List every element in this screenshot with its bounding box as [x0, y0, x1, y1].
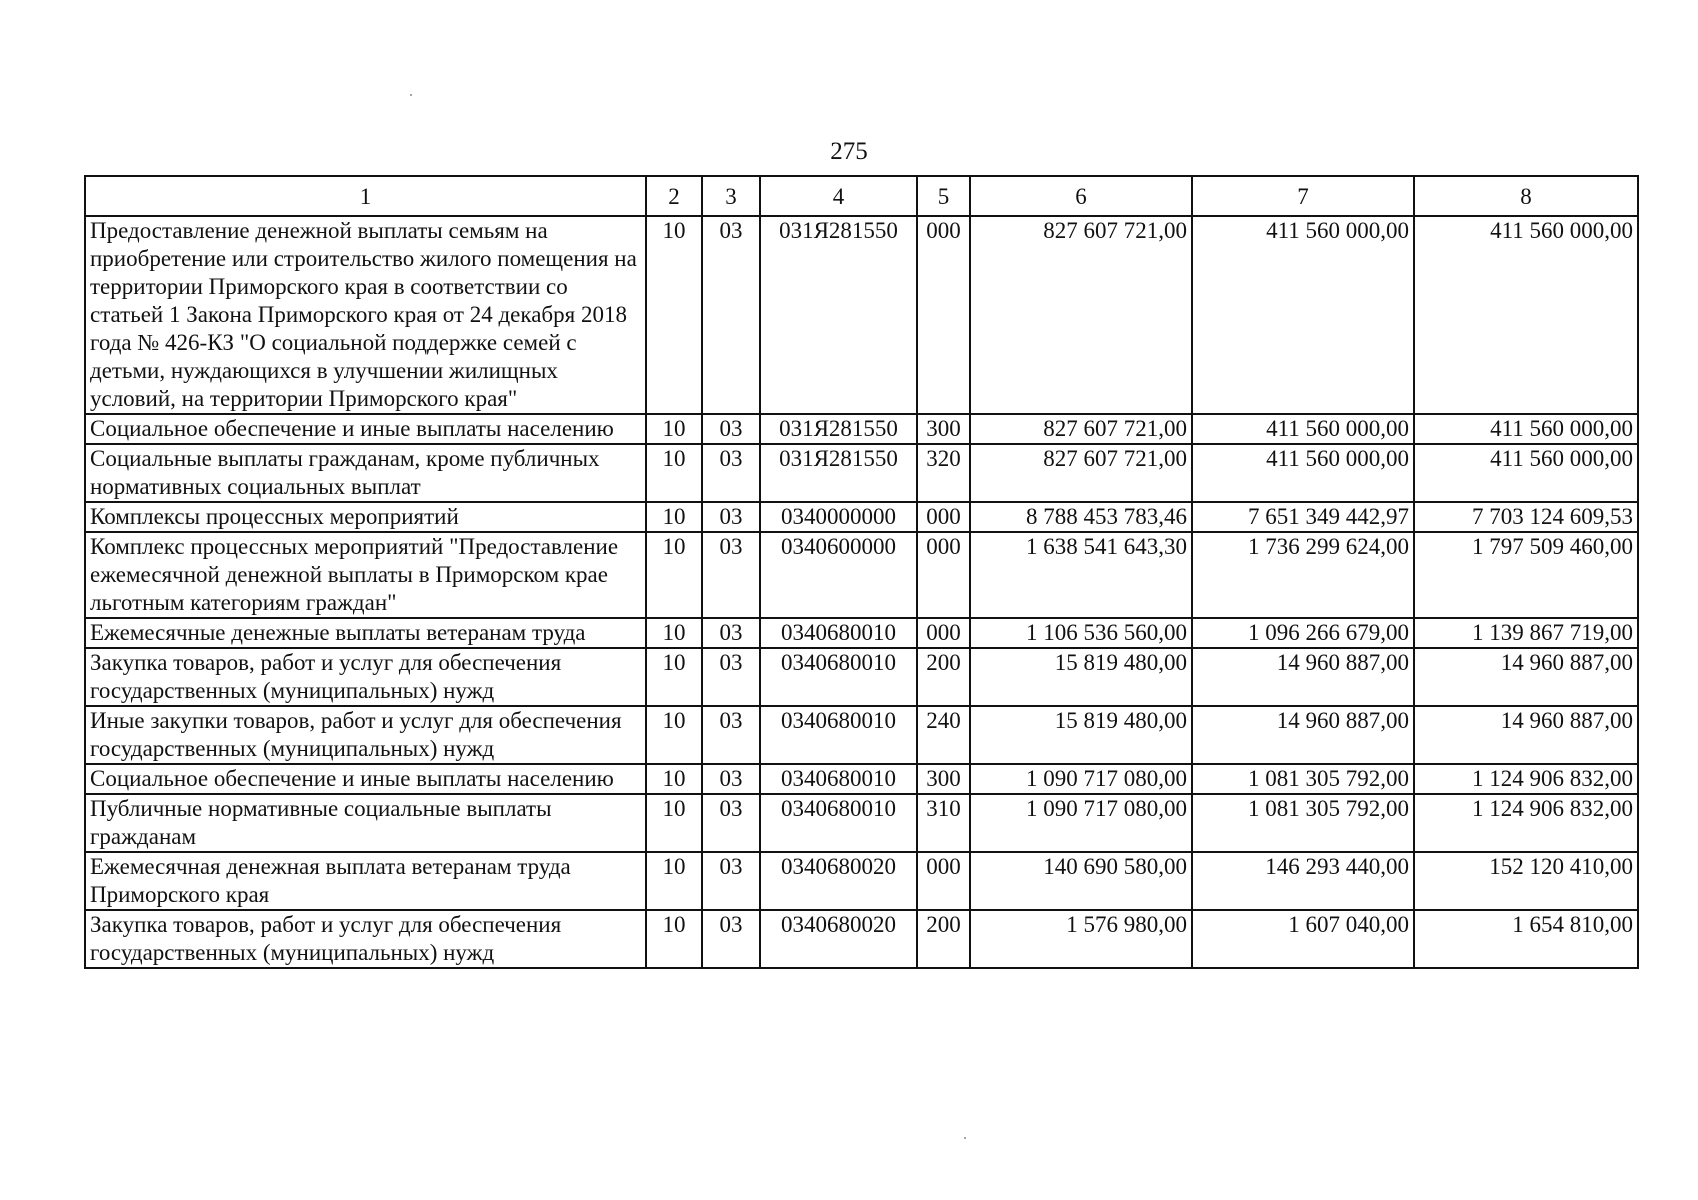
amount-cell-col8: 1 124 906 832,00: [1414, 794, 1638, 852]
section-cell: 10: [646, 910, 702, 968]
row-name-cell: Комплексы процессных мероприятий: [85, 502, 646, 532]
section-cell: 10: [646, 618, 702, 648]
target-code-cell: 0340680010: [760, 618, 917, 648]
amount-cell-col6: 15 819 480,00: [970, 706, 1192, 764]
row-name-cell: Закупка товаров, работ и услуг для обеспечения государственных (муниципальных) нужд: [85, 910, 646, 968]
amount-cell-col6: 140 690 580,00: [970, 852, 1192, 910]
table-row: [85, 794, 1638, 852]
expense-type-cell: 000: [917, 532, 970, 618]
amount-cell-col8: 411 560 000,00: [1414, 444, 1638, 502]
expense-type-cell: 000: [917, 852, 970, 910]
section-cell: 10: [646, 648, 702, 706]
table-row: [85, 444, 1638, 502]
column-header: 5: [917, 176, 970, 216]
target-code-cell: 031Я281550: [760, 216, 917, 414]
amount-cell-col6: 1 576 980,00: [970, 910, 1192, 968]
table-row: [85, 618, 1638, 648]
column-header: 7: [1192, 176, 1414, 216]
row-name-cell: Социальные выплаты гражданам, кроме публичных нормативных социальных выплат: [85, 444, 646, 502]
amount-cell-col6: 827 607 721,00: [970, 414, 1192, 444]
target-code-cell: 0340680010: [760, 648, 917, 706]
subsection-cell: 03: [702, 706, 760, 764]
amount-cell-col6: 827 607 721,00: [970, 216, 1192, 414]
target-code-cell: 0340680020: [760, 852, 917, 910]
expense-type-cell: 200: [917, 910, 970, 968]
expense-type-cell: 000: [917, 502, 970, 532]
table-row: [85, 216, 1638, 414]
section-cell: 10: [646, 414, 702, 444]
row-name-cell: Публичные нормативные социальные выплаты гражданам: [85, 794, 646, 852]
amount-cell-col6: 1 090 717 080,00: [970, 764, 1192, 794]
subsection-cell: 03: [702, 764, 760, 794]
section-cell: 10: [646, 216, 702, 414]
table-row: [85, 414, 1638, 444]
target-code-cell: 0340600000: [760, 532, 917, 618]
row-name-cell: Социальное обеспечение и иные выплаты населению: [85, 764, 646, 794]
expense-type-cell: 310: [917, 794, 970, 852]
target-code-cell: 031Я281550: [760, 414, 917, 444]
expense-type-cell: 240: [917, 706, 970, 764]
amount-cell-col7: 1 607 040,00: [1192, 910, 1414, 968]
amount-cell-col7: 411 560 000,00: [1192, 444, 1414, 502]
section-cell: 10: [646, 444, 702, 502]
expense-type-cell: 000: [917, 216, 970, 414]
expense-type-cell: 300: [917, 414, 970, 444]
amount-cell-col7: 1 081 305 792,00: [1192, 764, 1414, 794]
row-name-cell: Ежемесячная денежная выплата ветеранам труда Приморского края: [85, 852, 646, 910]
expense-type-cell: 320: [917, 444, 970, 502]
amount-cell-col8: 1 797 509 460,00: [1414, 532, 1638, 618]
amount-cell-col6: 1 106 536 560,00: [970, 618, 1192, 648]
column-header: 4: [760, 176, 917, 216]
amount-cell-col6: 15 819 480,00: [970, 648, 1192, 706]
row-name-cell: Социальное обеспечение и иные выплаты населению: [85, 414, 646, 444]
table-row: [85, 648, 1638, 706]
expense-type-cell: 300: [917, 764, 970, 794]
subsection-cell: 03: [702, 444, 760, 502]
amount-cell-col6: 1 638 541 643,30: [970, 532, 1192, 618]
amount-cell-col8: 411 560 000,00: [1414, 414, 1638, 444]
row-name-cell: Ежемесячные денежные выплаты ветеранам труда: [85, 618, 646, 648]
subsection-cell: 03: [702, 414, 760, 444]
amount-cell-col7: 1 081 305 792,00: [1192, 794, 1414, 852]
section-cell: 10: [646, 532, 702, 618]
amount-cell-col7: 411 560 000,00: [1192, 414, 1414, 444]
target-code-cell: 0340680020: [760, 910, 917, 968]
section-cell: 10: [646, 706, 702, 764]
column-header: 6: [970, 176, 1192, 216]
amount-cell-col8: 1 124 906 832,00: [1414, 764, 1638, 794]
column-header: 8: [1414, 176, 1638, 216]
target-code-cell: 0340680010: [760, 706, 917, 764]
amount-cell-col6: 827 607 721,00: [970, 444, 1192, 502]
table-row: [85, 502, 1638, 532]
table-row: [85, 532, 1638, 618]
page-number: 275: [830, 138, 868, 165]
subsection-cell: 03: [702, 648, 760, 706]
subsection-cell: 03: [702, 532, 760, 618]
amount-cell-col8: 7 703 124 609,53: [1414, 502, 1638, 532]
amount-cell-col7: 14 960 887,00: [1192, 706, 1414, 764]
header-row: [85, 176, 1638, 216]
scan-artifact: [964, 1137, 966, 1139]
row-name-cell: Закупка товаров, работ и услуг для обеспечения государственных (муниципальных) нужд: [85, 648, 646, 706]
column-header: 2: [646, 176, 702, 216]
scan-artifact: [410, 94, 412, 96]
amount-cell-col8: 14 960 887,00: [1414, 648, 1638, 706]
amount-cell-col8: 411 560 000,00: [1414, 216, 1638, 414]
amount-cell-col8: 14 960 887,00: [1414, 706, 1638, 764]
subsection-cell: 03: [702, 216, 760, 414]
row-name-cell: Комплекс процессных мероприятий "Предоставление ежемесячной денежной выплаты в Приморском крае льготным категориям граждан": [85, 532, 646, 618]
amount-cell-col7: 1 736 299 624,00: [1192, 532, 1414, 618]
amount-cell-col6: 1 090 717 080,00: [970, 794, 1192, 852]
row-name-cell: Предоставление денежной выплаты семьям на приобретение или строительство жилого помещения на территории Приморского края в соответствии со статьей 1 Закона Приморского края от 24 декабря 2018 года № 426-КЗ "О социальной поддержке семей с детьми, нуждающихся в улучшении жилищных условий, на территории Приморского края": [85, 216, 646, 414]
table-row: [85, 764, 1638, 794]
budget-table: [84, 175, 1639, 969]
row-name-cell: Иные закупки товаров, работ и услуг для обеспечения государственных (муниципальных) нужд: [85, 706, 646, 764]
section-cell: 10: [646, 794, 702, 852]
amount-cell-col6: 8 788 453 783,46: [970, 502, 1192, 532]
subsection-cell: 03: [702, 910, 760, 968]
table-row: [85, 910, 1638, 968]
section-cell: 10: [646, 764, 702, 794]
subsection-cell: 03: [702, 502, 760, 532]
target-code-cell: 0340680010: [760, 764, 917, 794]
amount-cell-col7: 14 960 887,00: [1192, 648, 1414, 706]
amount-cell-col8: 1 654 810,00: [1414, 910, 1638, 968]
amount-cell-col8: 152 120 410,00: [1414, 852, 1638, 910]
column-header: 3: [702, 176, 760, 216]
amount-cell-col7: 146 293 440,00: [1192, 852, 1414, 910]
target-code-cell: 031Я281550: [760, 444, 917, 502]
expense-type-cell: 000: [917, 618, 970, 648]
table-row: [85, 852, 1638, 910]
section-cell: 10: [646, 852, 702, 910]
target-code-cell: 0340000000: [760, 502, 917, 532]
subsection-cell: 03: [702, 618, 760, 648]
amount-cell-col7: 1 096 266 679,00: [1192, 618, 1414, 648]
subsection-cell: 03: [702, 794, 760, 852]
table-body: [85, 216, 1638, 968]
amount-cell-col8: 1 139 867 719,00: [1414, 618, 1638, 648]
column-header: 1: [85, 176, 646, 216]
target-code-cell: 0340680010: [760, 794, 917, 852]
table-row: [85, 706, 1638, 764]
section-cell: 10: [646, 502, 702, 532]
amount-cell-col7: 411 560 000,00: [1192, 216, 1414, 414]
amount-cell-col7: 7 651 349 442,97: [1192, 502, 1414, 532]
subsection-cell: 03: [702, 852, 760, 910]
expense-type-cell: 200: [917, 648, 970, 706]
